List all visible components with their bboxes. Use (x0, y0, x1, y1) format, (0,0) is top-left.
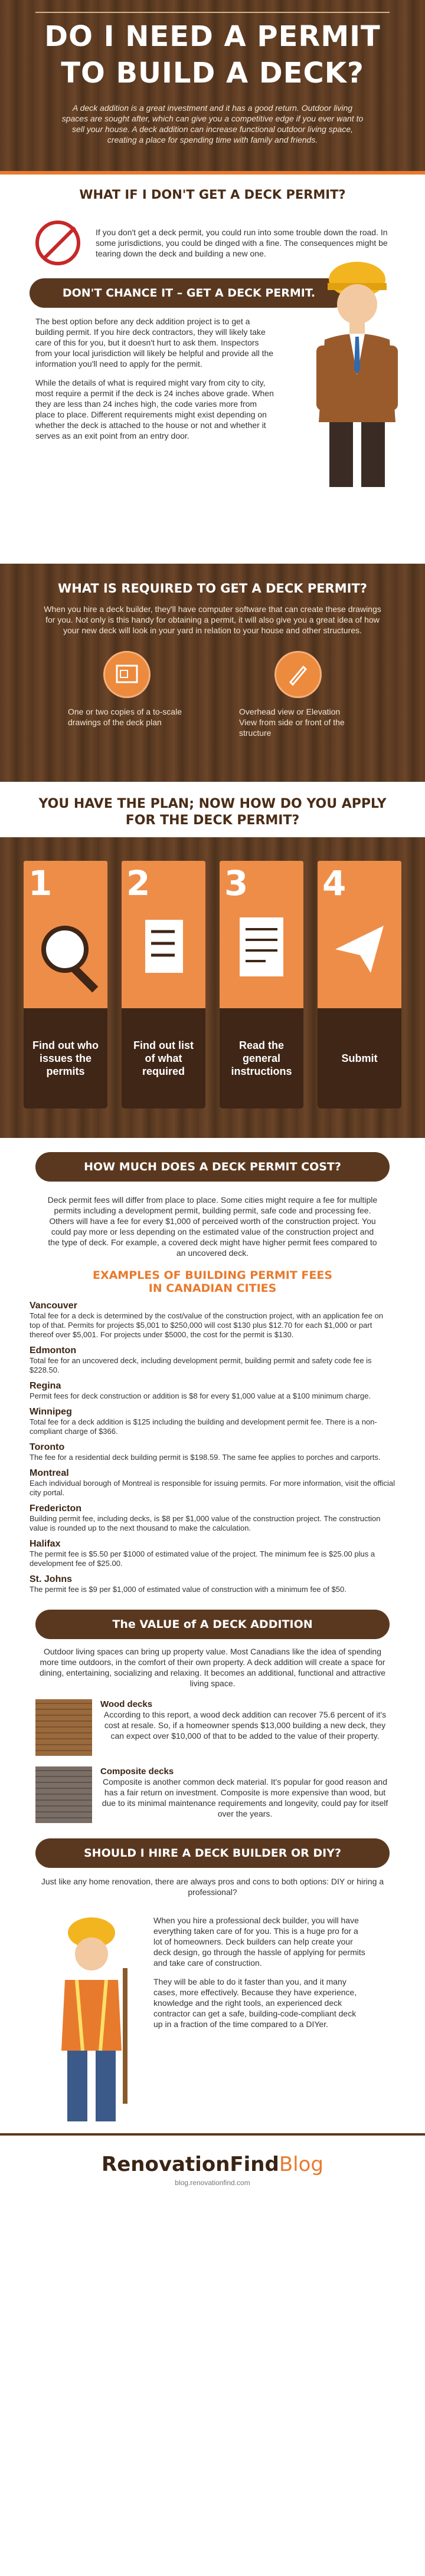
city-text: Total fee for an uncovered deck, including development permit, building permit and safety code fee is $228.50. (30, 1356, 372, 1374)
cost-section (0, 1182, 425, 1594)
worker-with-shovel-illustration (41, 1909, 142, 2127)
logo-blog: Blog (279, 2153, 323, 2176)
city-text: Each individual borough of Montreal is responsible for issuing permits. For more information, visit the official city portal. (30, 1479, 395, 1497)
page-title-line1: DO I NEED A PERMIT (44, 20, 381, 53)
step-1 (24, 861, 107, 1108)
dont-chance-heading: DON'T CHANCE IT – GET A DECK PERMIT. (30, 278, 348, 308)
city-name: Montreal (30, 1468, 69, 1478)
diy-section (0, 1868, 425, 1897)
apply-heading-line2: FOR THE DECK PERMIT? (125, 813, 300, 828)
step-3 (220, 861, 303, 1108)
blueprint-icon (103, 651, 151, 698)
required-item-drawing (68, 651, 186, 738)
header-banner (0, 0, 425, 171)
city-halifax (30, 1539, 395, 1568)
composite-deck-image (35, 1766, 92, 1823)
step-4 (318, 861, 401, 1108)
city-name: Fredericton (30, 1504, 82, 1514)
required-heading: WHAT IS REQUIRED TO GET A DECK PERMIT? (58, 581, 367, 596)
diy-heading: SHOULD I HIRE A DECK BUILDER OR DIY? (35, 1838, 390, 1868)
no-permit-heading: WHAT IF I DON'T GET A DECK PERMIT? (79, 187, 346, 202)
diy-p1: When you hire a professional deck builder, you will have everything taken care of for you. This is a huge pro for a lot of homeowners. Deck builders can help create your deck design, go through the hassle of applying for permits and take care of construction. (153, 1916, 365, 1968)
cost-heading: HOW MUCH DOES A DECK PERMIT COST? (35, 1152, 390, 1182)
city-name: Toronto (30, 1442, 65, 1452)
footer-url[interactable]: blog.renovationfind.com (175, 2179, 250, 2187)
city-text: Building permit fee, including decks, is $8 per $1,000 value of the construction project. The construction value is rounded up to the next thousand to make the calculation. (30, 1514, 381, 1532)
step-label: Submit (318, 1008, 401, 1108)
step-number: 3 (224, 863, 249, 903)
apply-heading-line1: YOU HAVE THE PLAN; NOW HOW DO YOU APPLY (38, 797, 387, 811)
city-edmonton (30, 1345, 395, 1375)
step-number: 1 (28, 863, 53, 903)
apply-heading (0, 782, 425, 837)
city-name: Halifax (30, 1539, 61, 1549)
composite-decks (35, 1766, 390, 1823)
step-label: Find out who issues the permits (24, 1008, 107, 1108)
examples-title-line1: EXAMPLES OF BUILDING PERMIT FEES (92, 1269, 333, 1282)
composite-decks-title: Composite decks (100, 1766, 174, 1776)
city-text: The permit fee is $9 per $1,000 of estimated value of construction with a minimum fee of $50. (30, 1585, 346, 1594)
diy-content (0, 1897, 425, 2133)
cost-lead: Deck permit fees will differ from place to place. Some cities might require a fee for multiple permits including a development permit, building permit, safe code and processing fee. Others will have a fee for every $1,000 of perceived worth of the construction project. You could pay more or less depending on the estimated value of the construction project and the type of deck. For example, a covered deck might have higher permit fees compared to an uncovered deck. (47, 1195, 378, 1258)
step-label: Find out list of what required (122, 1008, 205, 1108)
city-name: St. Johns (30, 1574, 73, 1584)
examples-title-line2: IN CANADIAN CITIES (148, 1282, 277, 1295)
city-montreal (30, 1468, 395, 1498)
city-name: Vancouver (30, 1301, 77, 1311)
city-winnipeg (30, 1407, 395, 1436)
wood-deck-image (35, 1699, 92, 1756)
city-name: Winnipeg (30, 1407, 72, 1417)
city-name: Regina (30, 1381, 61, 1391)
city-toronto (30, 1442, 395, 1462)
required-section (0, 564, 425, 782)
city-regina (30, 1381, 395, 1401)
diy-lead: Just like any home renovation, there are always pros and cons to both options: DIY or hiring a professional? (41, 1877, 384, 1897)
step-label: Read the general instructions (220, 1008, 303, 1108)
step-number: 4 (322, 863, 346, 903)
no-tools-icon (35, 221, 80, 265)
city-text: Total fee for a deck addition is $125 including the building and development permit fee. There is a non-compliant charge of $366. (30, 1417, 377, 1436)
no-permit-text: If you don't get a deck permit, you could run into some trouble down the road. In some jurisdictions, you could be dinged with a fine. The consequences might be tearing down the deck and building a new one. (96, 228, 388, 258)
required-item1-text: One or two copies of a to-scale drawings of the deck plan (68, 707, 182, 727)
city-fredericton (30, 1504, 395, 1533)
city-name: Edmonton (30, 1345, 77, 1356)
diy-text (153, 1915, 366, 2038)
composite-decks-text: Composite is another common deck material. It's popular for good reason and has a fair return on investment. Composite is more expensive than wood, but due to its minimal maintenance requirements and longevity, could pay for itself over the years. (102, 1777, 388, 1818)
construction-worker-illustration (307, 245, 407, 493)
city-vancouver (30, 1301, 395, 1340)
logo-main: RenovationFind (102, 2153, 279, 2176)
value-heading: The VALUE of A DECK ADDITION (35, 1610, 390, 1639)
city-text: The fee for a residential deck building permit is $198.59. The same fee applies to porches and carports. (30, 1453, 381, 1462)
dont-chance-p2: While the details of what is required might vary from city to city, most require a permit if the deck is 24 inches above grade. When they are less than 24 inches high, the code varies more from place to place. Different requirements might exist depending on whether the deck is attached to the house or not and whether it serves as an exit point from an entry door. (35, 378, 274, 440)
required-items (41, 651, 384, 738)
value-section (0, 1639, 425, 1823)
required-item-elevation (239, 651, 357, 738)
step-2 (122, 861, 205, 1108)
required-text: When you hire a deck builder, they'll have computer software that can create these drawings for you. Not only is this handy for obtaining a permit, it will also give you a great idea of how your new deck will look in your yard in relation to your house and other structures. (44, 604, 381, 635)
renovationfind-logo[interactable] (102, 2153, 323, 2176)
diy-p2: They will be able to do it faster than you, and it many cases, more effectively. Because they have experience, knowledge and the right tools, an experienced deck contractor can get a safe, building-code-compliant deck up in a fraction of the time compared to a DIYer. (153, 1977, 357, 2029)
wood-decks (35, 1699, 390, 1756)
page-title-line2: TO BUILD A DECK? (61, 57, 364, 90)
apply-steps (0, 837, 425, 1138)
step-number: 2 (126, 863, 151, 903)
city-text: Total fee for a deck is determined by the cost/value of the construction project, with an application fee on top of that. Permits for projects $5,001 to $250,000 will cost $130 plus $12.70 for each $1,000 or part thereof over $5,001. For projects under $5000, the cost for the permit is $130. (30, 1311, 384, 1339)
footer (0, 2133, 425, 2204)
dont-chance-p1: The best option before any deck addition project is to get a building permit. If you hire deck contractors, they will likely take care of this for you, but it doesn't hurt to ask them. Inspectors from your local jurisdiction will likely be helpful and provide all the information you'll need to apply for the permit. (35, 317, 274, 369)
dont-chance-section (0, 316, 425, 552)
city-st-johns (30, 1574, 395, 1594)
required-item2-text: Overhead view or Elevation View from side or front of the structure (239, 707, 345, 738)
value-lead: Outdoor living spaces can bring up property value. Most Canadians like the idea of spending more time outdoors, in the comfort of their own property. A deck addition will create a space for dining, entertaining, socializing and relaxing. It becomes an additional, functional and attractive living space. (39, 1647, 386, 1688)
city-text: Permit fees for deck construction or addition is $8 for every $1,000 value at a $100 minimum charge. (30, 1391, 371, 1400)
wood-decks-text: According to this report, a wood deck addition can recover 75.6 percent of it's cost at resale. So, if a homeowner spends $13,000 building a new deck, they can expect over $10,000 of that to be added to the value of their property. (103, 1710, 387, 1741)
wood-decks-title: Wood decks (100, 1699, 153, 1709)
header-intro: A deck addition is a great investment and it has a good return. Outdoor living spaces are sought after, which can give you a competitive edge if you ever want to sell your house. A deck addition can increase functional outdoor living space, creating a place for spending time with family and friends. (61, 103, 364, 144)
city-text: The permit fee is $5.50 per $1000 of estimated value of the project. The minimum fee is $25.00 plus a development fee of $25.00. (30, 1549, 375, 1568)
pencil-ruler-icon (274, 651, 322, 698)
